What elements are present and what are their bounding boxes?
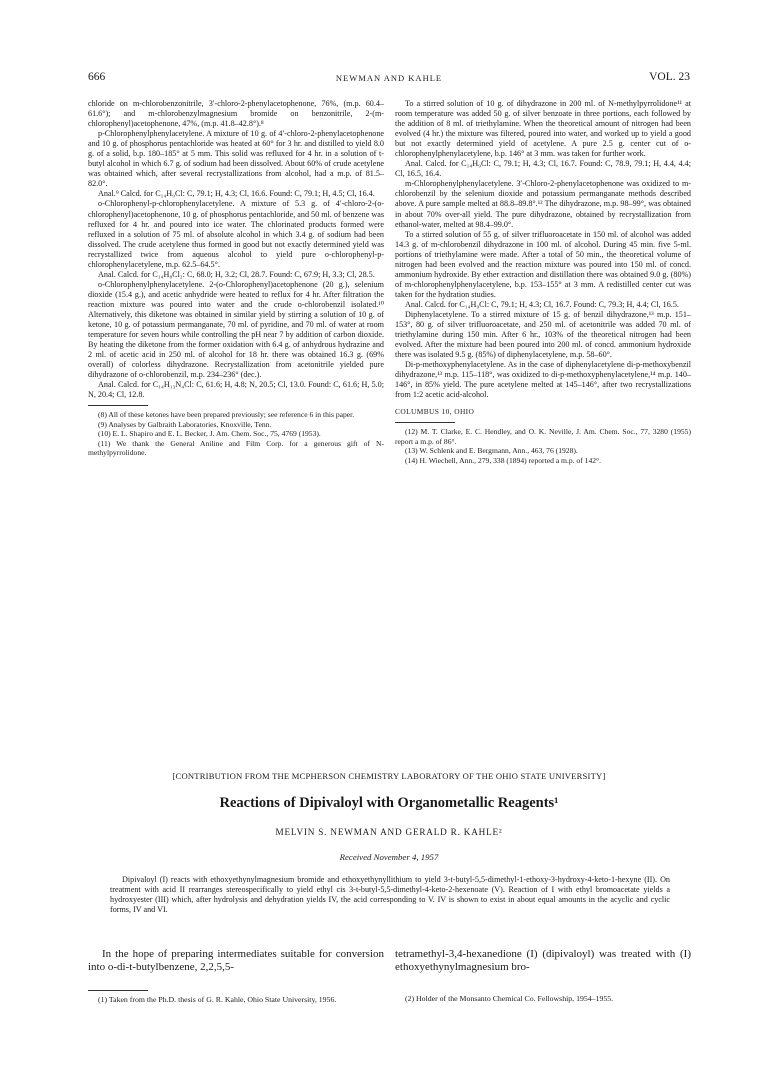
bottom-footnotes-left <box>88 990 384 1005</box>
footnote-divider <box>88 405 148 406</box>
paragraph: Anal. Calcd. for C₁₄H₉Cl: C, 79.1; H, 4.3; Cl, 16.7. Found: C, 79.3; H, 4.4; Cl, 16.5. <box>405 299 679 309</box>
footnote: (12) M. T. Clarke, E. C. Hendley, and O. K. Neville, J. Am. Chem. Soc., 77, 3280 (1955) report a m.p. of 86°. <box>395 427 691 446</box>
footnote: (14) H. Wiechell, Ann., 279, 338 (1894) reported a m.p. of 142°. <box>405 455 601 465</box>
volume-label: VOL. 23 <box>649 71 690 83</box>
page-number: 666 <box>88 71 106 83</box>
footnotes <box>88 410 384 457</box>
footnote-divider <box>88 990 148 991</box>
intro-left <box>88 948 384 974</box>
contribution-line: [CONTRIBUTION FROM THE MCPHERSON CHEMISTRY LABORATORY OF THE OHIO STATE UNIVERSITY] <box>172 771 606 781</box>
footnote: (8) All of these ketones have been prepared previously; see reference 6 in this paper. <box>98 410 355 420</box>
paragraph: Anal. Calcd. for C₁₄H₈Cl₂: C, 68.0; H, 3.2; Cl, 28.7. Found: C, 67.9; H, 3.3; Cl, 28.5. <box>98 269 375 279</box>
paragraph: Anal.⁹ Calcd. for C₁₄H₉Cl: C, 79.1; H, 4.3; Cl, 16.6. Found: C, 79.1; H, 4.5; Cl, 16.4. <box>98 189 375 199</box>
running-title: NEWMAN AND KAHLE <box>335 73 443 83</box>
paragraph: To a stirred solution of 55 g. of silver trifluoroacetate in 150 ml. of alcohol was added 14.3 g. of m-chlorobenzil dihydrazone in 100 ml. of alcohol. During 45 min. five 5-ml. portions of triethylamine were made. After a total of 50 min., the theoretical volume of nitrogen had been evolved and the reaction mixture was poured into 150 ml. of concd. ammonium hydroxide. By ether extraction and distillation there was obtained 9.0 g. (80%) of m-chlorophenylphenylacetylene, b.p. 153–155° at 3 mm. A redistilled center cut was taken for the hydration studies. <box>395 229 691 299</box>
paragraph: Diphenylacetylene. To a stirred mixture of 15 g. of benzil dihydrazone,¹³ m.p. 151–153°, 80 g. of silver trifluoroacetate, and 250 ml. of acetonitrile was added 70 ml. of triethylamine during 150 min. After 6 hr., 103% of the theoretical nitrogen had been evolved. After the mixture had been poured into 200 ml. of concd. ammonium hydroxide there was isolated 9.5 g. (85%) of diphenylacetylene, m.p. 58–60°. <box>395 309 691 360</box>
page-header <box>88 71 690 85</box>
received-date: Received November 4, 1957 <box>339 852 439 862</box>
bottom-footnotes-right <box>395 990 691 1004</box>
paragraph: o-Chlorophenyl-p-chlorophenylacetylene. A mixture of 5.3 g. of 4′-chloro-2-(o-chlorophenyl)acetophenone, 10 g. of phosphorus pentachloride, and 50 ml. of benzene was refluxed for 4 hr. and poured into ice water. The chlorinated products formed were refluxed in a solution of 75 ml. of absolute alcohol in which 3.4 g. of sodium had been dissolved. The crude acetylene thus formed in good but not exactly determined yield was recrystallized twice from aqueous alcohol to yield pure o-chlorophenyl-p-chlorophenylacetylene, m.p. 62.5–64.5°. <box>88 199 384 269</box>
footnote: (1) Taken from the Ph.D. thesis of G. R. Kahle, Ohio State University, 1956. <box>98 995 337 1004</box>
paragraph: p-Chlorophenylphenylacetylene. A mixture of 10 g. of 4′-chloro-2-phenylacetophenone and 10 g. of phosphorus pentachloride was heated at 60° for 3 hr. and distilled to yield 8.0 g. of a solid, b.p. 180–185° at 5 mm. This solid was refluxed for 4 hr. in a solution of t-butyl alcohol in which 6.7 g. of sodium had been dissolved. About 60% of crude acetylene was obtained which, after several recrystallizations from alcohol, had a m.p. of 81.5–82.0°. <box>88 129 384 189</box>
paragraph: o-Chlorophenylphenylacetylene. 2-(o-Chlorophenyl)acetophenone (20 g.), selenium dioxide (15.4 g.), and acetic anhydride were heated to reflux for 4 hr. After filtration the reaction mixture was poured into water and the crude o-chlorobenzil isolated.¹⁰ Alternatively, this diketone was obtained in similar yield by stirring a solution of 10 g. of ketone, 10 g. of potassium permanganate, 70 ml. of pyridine, and 70 ml. of water at room temperature for seven hours while controlling the pH near 7 by addition of carbon dioxide. By heating the diketone from the former oxidation with 6.4 g. of anhydrous hydrazine and 2 ml. of acetic acid in 250 ml. of alcohol for 18 hr. there was obtained 16.3 g. (69% overall) of colorless dihydrazone. Recrystallization from acetonitrile yielded pure dihydrazone of o-chlorobenzil, m.p. 234–236° (dec.). <box>88 279 384 380</box>
intro-text: In the hope of preparing intermediates suitable for conversion into o-di-t-butylbenzene, 2,2,5,5- <box>88 948 384 973</box>
footnote: (10) E. L. Shapiro and E. L. Becker, J. Am. Chem. Soc., 75, 4769 (1953). <box>98 429 321 439</box>
paragraph: To a stirred solution of 10 g. of dihydrazone in 200 ml. of N-methylpyrrolidone¹¹ at room temperature was added 50 g. of silver benzoate in three portions, each followed by the addition of 8 ml. of triethylamine. When the theoretical amount of nitrogen had been evolved (4 hr.) the mixture was filtered, poured into water, and worked up to yield a good but not exactly determined yield of acetylene. A pure 2.5 g. center cut of o-chlorophenylphenylacetylene, b.p. 146° at 3 mm. was taken for further work. <box>395 99 691 159</box>
right-column <box>395 99 691 465</box>
footnote-divider <box>395 422 455 423</box>
intro-text: tetramethyl-3,4-hexanedione (I) (dipivaloyl) was treated with (I) ethoxyethynylmagnesium bro- <box>395 948 691 973</box>
left-column <box>88 99 384 457</box>
paragraph: Di-p-methoxyphenylacetylene. As in the case of diphenylacetylene di-p-methoxybenzil dihydrazone,¹³ m.p. 115–118°, was oxidized to di-p-methoxyphenylacetylene,¹⁴ m.p. 140–146°, in 85% yield. The pure acetylene melted at 145–146°, after two recrystallizations from 1:2 acetic acid-alcohol. <box>395 360 691 400</box>
article-title: Reactions of Dipivaloyl with Organometallic Reagents¹ <box>219 795 559 811</box>
footnote: (2) Holder of the Monsanto Chemical Co. Fellowship, 1954–1955. <box>405 994 614 1003</box>
footnote: (13) W. Schlenk and E. Bergmann, Ann., 463, 76 (1928). <box>405 446 578 456</box>
article-authors: MELVIN S. NEWMAN AND GERALD R. KAHLE² <box>275 827 503 837</box>
paragraph: Anal. Calcd. for C₁₄H₉Cl: C, 79.1; H, 4.3; Cl, 16.7. Found: C, 78.9, 79.1; H, 4.4, 4.4; Cl, 16.5, 16.4. <box>395 159 691 179</box>
footnotes <box>395 427 691 465</box>
footnote: (9) Analyses by Galbraith Laboratories, Knoxville, Tenn. <box>98 419 272 429</box>
abstract <box>110 875 670 915</box>
paragraph: chloride on m-chlorobenzonitrile, 3′-chloro-2-phenylacetophenone, 76%, (m.p. 60.4–61.6°); and m-chlorobenzylmagnesium bromide on benzonitrile, 2-(m-chlorophenyl)acetophenone, 47%, (m.p. 41.8–42.8°).⁸ <box>88 99 384 129</box>
intro-right <box>395 948 691 974</box>
location-line: COLUMBUS 10, OHIO <box>395 407 475 417</box>
paragraph: m-Chlorophenylphenylacetylene. 3′-Chloro-2-phenylacetophenone was oxidized to m-chlorobenzil by the selenium dioxide and potassium permanganate methods described above. A pure sample melted at 88.8–89.8°.¹² The dihydrazone, m.p. 98–99°, was obtained in about 70% over-all yield. The pure dihydrazone, obtained by recrystallization from ethanol-water, melted at 98.4–99.0°. <box>395 179 691 229</box>
abstract-text: Dipivaloyl (I) reacts with ethoxyethynylmagnesium bromide and ethoxyethynyllithium to yield 3-t-butyl-5,5-dimethyl-1-ethoxy-3-hydroxy-4-keto-1-hexyne (II). On treatment with acid II rearranges stereospecifically to yield ethyl cis 3-t-butyl-5,5-dimethyl-4-keto-2-hexenoate (V). Reaction of I with ethyl bromoacetate yields a hydroxyester (III) which, after hydrolysis and dehydration yields IV, the acid corresponding to V. IV is shown to exist in about equal amounts in the acyclic and cyclic forms, IV and VI. <box>110 875 670 915</box>
paragraph: Anal. Calcd. for C₁₄H₁₃N₄Cl: C, 61.6; H, 4.8; N, 20.5; Cl, 13.0. Found: C, 61.6; H, 5.0; N, 20.4; Cl, 12.8. <box>88 380 384 400</box>
footnote: (11) We thank the General Aniline and Film Corp. for a generous gift of N-methylpyrrolidone. <box>88 438 384 458</box>
